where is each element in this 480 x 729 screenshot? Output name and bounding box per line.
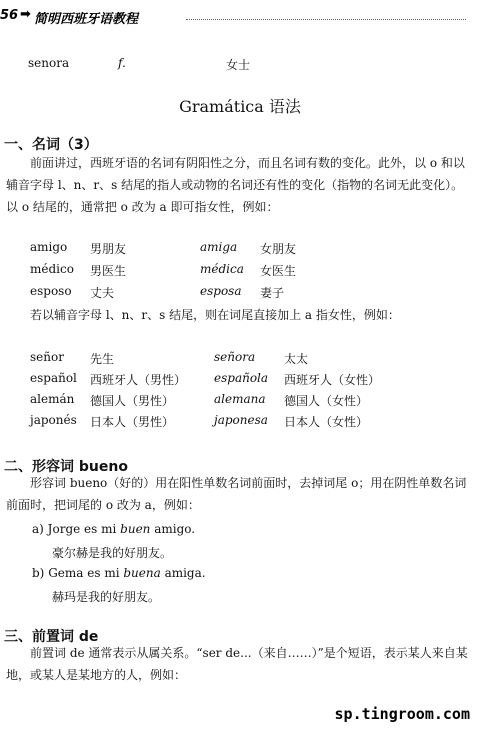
section3-para: 前置词 de 通常表示从属关系。“ser de...（来自……）”是个短语，表示某人来自某地，或某人是某地方的人，例如： (6, 646, 468, 682)
fem-form: española (214, 371, 269, 385)
page-number: 56 (0, 8, 19, 23)
example-label: b) (32, 566, 45, 580)
masc-form: alemán (30, 392, 75, 406)
grammar-title: Gramática 语法 (179, 97, 301, 116)
watermark: sp.tingroom.com (334, 705, 470, 723)
noun-pair-row (30, 240, 470, 258)
example-emphasis: buen (120, 522, 151, 536)
example-post: amiga. (160, 566, 206, 580)
example-label: a) (32, 522, 44, 536)
masc-form: amigo (30, 240, 68, 254)
masc-meaning: 日本人（男性） (90, 415, 175, 429)
section2-para: 形容词 bueno（好的）用在阳性单数名词前面时，去掉词尾 o；用在阴性单数名词前面时，把词尾的 o 改为 a，例如： (6, 476, 467, 512)
section2-heading: 二、形容词 bueno (4, 459, 128, 475)
fem-meaning: 日本人（女性） (284, 415, 369, 429)
noun-pair-row (30, 284, 470, 302)
noun-pair-row (30, 350, 470, 368)
book-title: 简明西班牙语教程 (34, 12, 139, 27)
fem-meaning: 德国人（女性） (284, 394, 369, 408)
section1-heading: 一、名词（3） (4, 137, 98, 153)
masc-meaning: 丈夫 (90, 286, 115, 300)
example-sentence (32, 522, 195, 536)
example-post: amigo. (150, 522, 196, 536)
noun-pair-row (30, 413, 470, 431)
masc-form: esposo (30, 284, 72, 298)
section3-heading: 三、前置词 de (4, 629, 99, 645)
masc-form: médico (30, 262, 74, 276)
fem-meaning: 女医生 (260, 264, 297, 278)
example-pre: Gema es mi (48, 566, 124, 580)
fem-meaning: 西班牙人（女性） (284, 373, 381, 387)
section1-para2: 若以辅音字母 l、n、r、s 结尾，则在词尾直接加上 a 指女性，例如： (30, 308, 400, 322)
page-header (0, 6, 470, 28)
fem-form: amiga (200, 240, 238, 254)
example-translation: 豪尔赫是我的好朋友。 (52, 546, 173, 560)
masc-meaning: 男医生 (90, 264, 127, 278)
fem-form: japonesa (214, 413, 268, 427)
arrow-icon: ➡ (20, 7, 31, 22)
masc-form: señor (30, 350, 64, 364)
fem-meaning: 太太 (284, 352, 309, 366)
masc-meaning: 德国人（男性） (90, 394, 175, 408)
masc-form: español (30, 371, 77, 385)
example-sentence (32, 566, 206, 580)
fem-form: alemana (214, 392, 266, 406)
masc-meaning: 西班牙人（男性） (90, 373, 187, 387)
noun-pair-row (30, 392, 470, 410)
section1-para1: 前面讲过，西班牙语的名词有阴阳性之分，而且名词有数的变化。此外，以 o 和以辅音字母 l、n、r、s 结尾的指人或动物的名词还有性的变化（指物的名词无此变化）。以 o 结尾的，通常把 o 改为 a 即可指女性，例如： (6, 156, 465, 214)
header-rule (186, 19, 466, 20)
fem-form: médica (200, 262, 244, 276)
example-pre: Jorge es mi (47, 522, 121, 536)
fem-meaning: 妻子 (260, 286, 285, 300)
masc-meaning: 男朋友 (90, 242, 127, 256)
example-translation: 赫玛是我的好朋友。 (52, 590, 161, 604)
masc-form: japonés (30, 413, 77, 427)
fem-form: esposa (200, 284, 242, 298)
top-vocab-gender: f. (118, 56, 126, 70)
masc-meaning: 先生 (90, 352, 115, 366)
fem-form: señora (214, 350, 256, 364)
noun-pair-row (30, 371, 470, 389)
top-vocab-meaning: 女士 (226, 58, 251, 72)
example-emphasis: buena (123, 566, 161, 580)
noun-pair-row (30, 262, 470, 280)
fem-meaning: 女朋友 (260, 242, 297, 256)
top-vocab-word: senora (28, 56, 70, 70)
